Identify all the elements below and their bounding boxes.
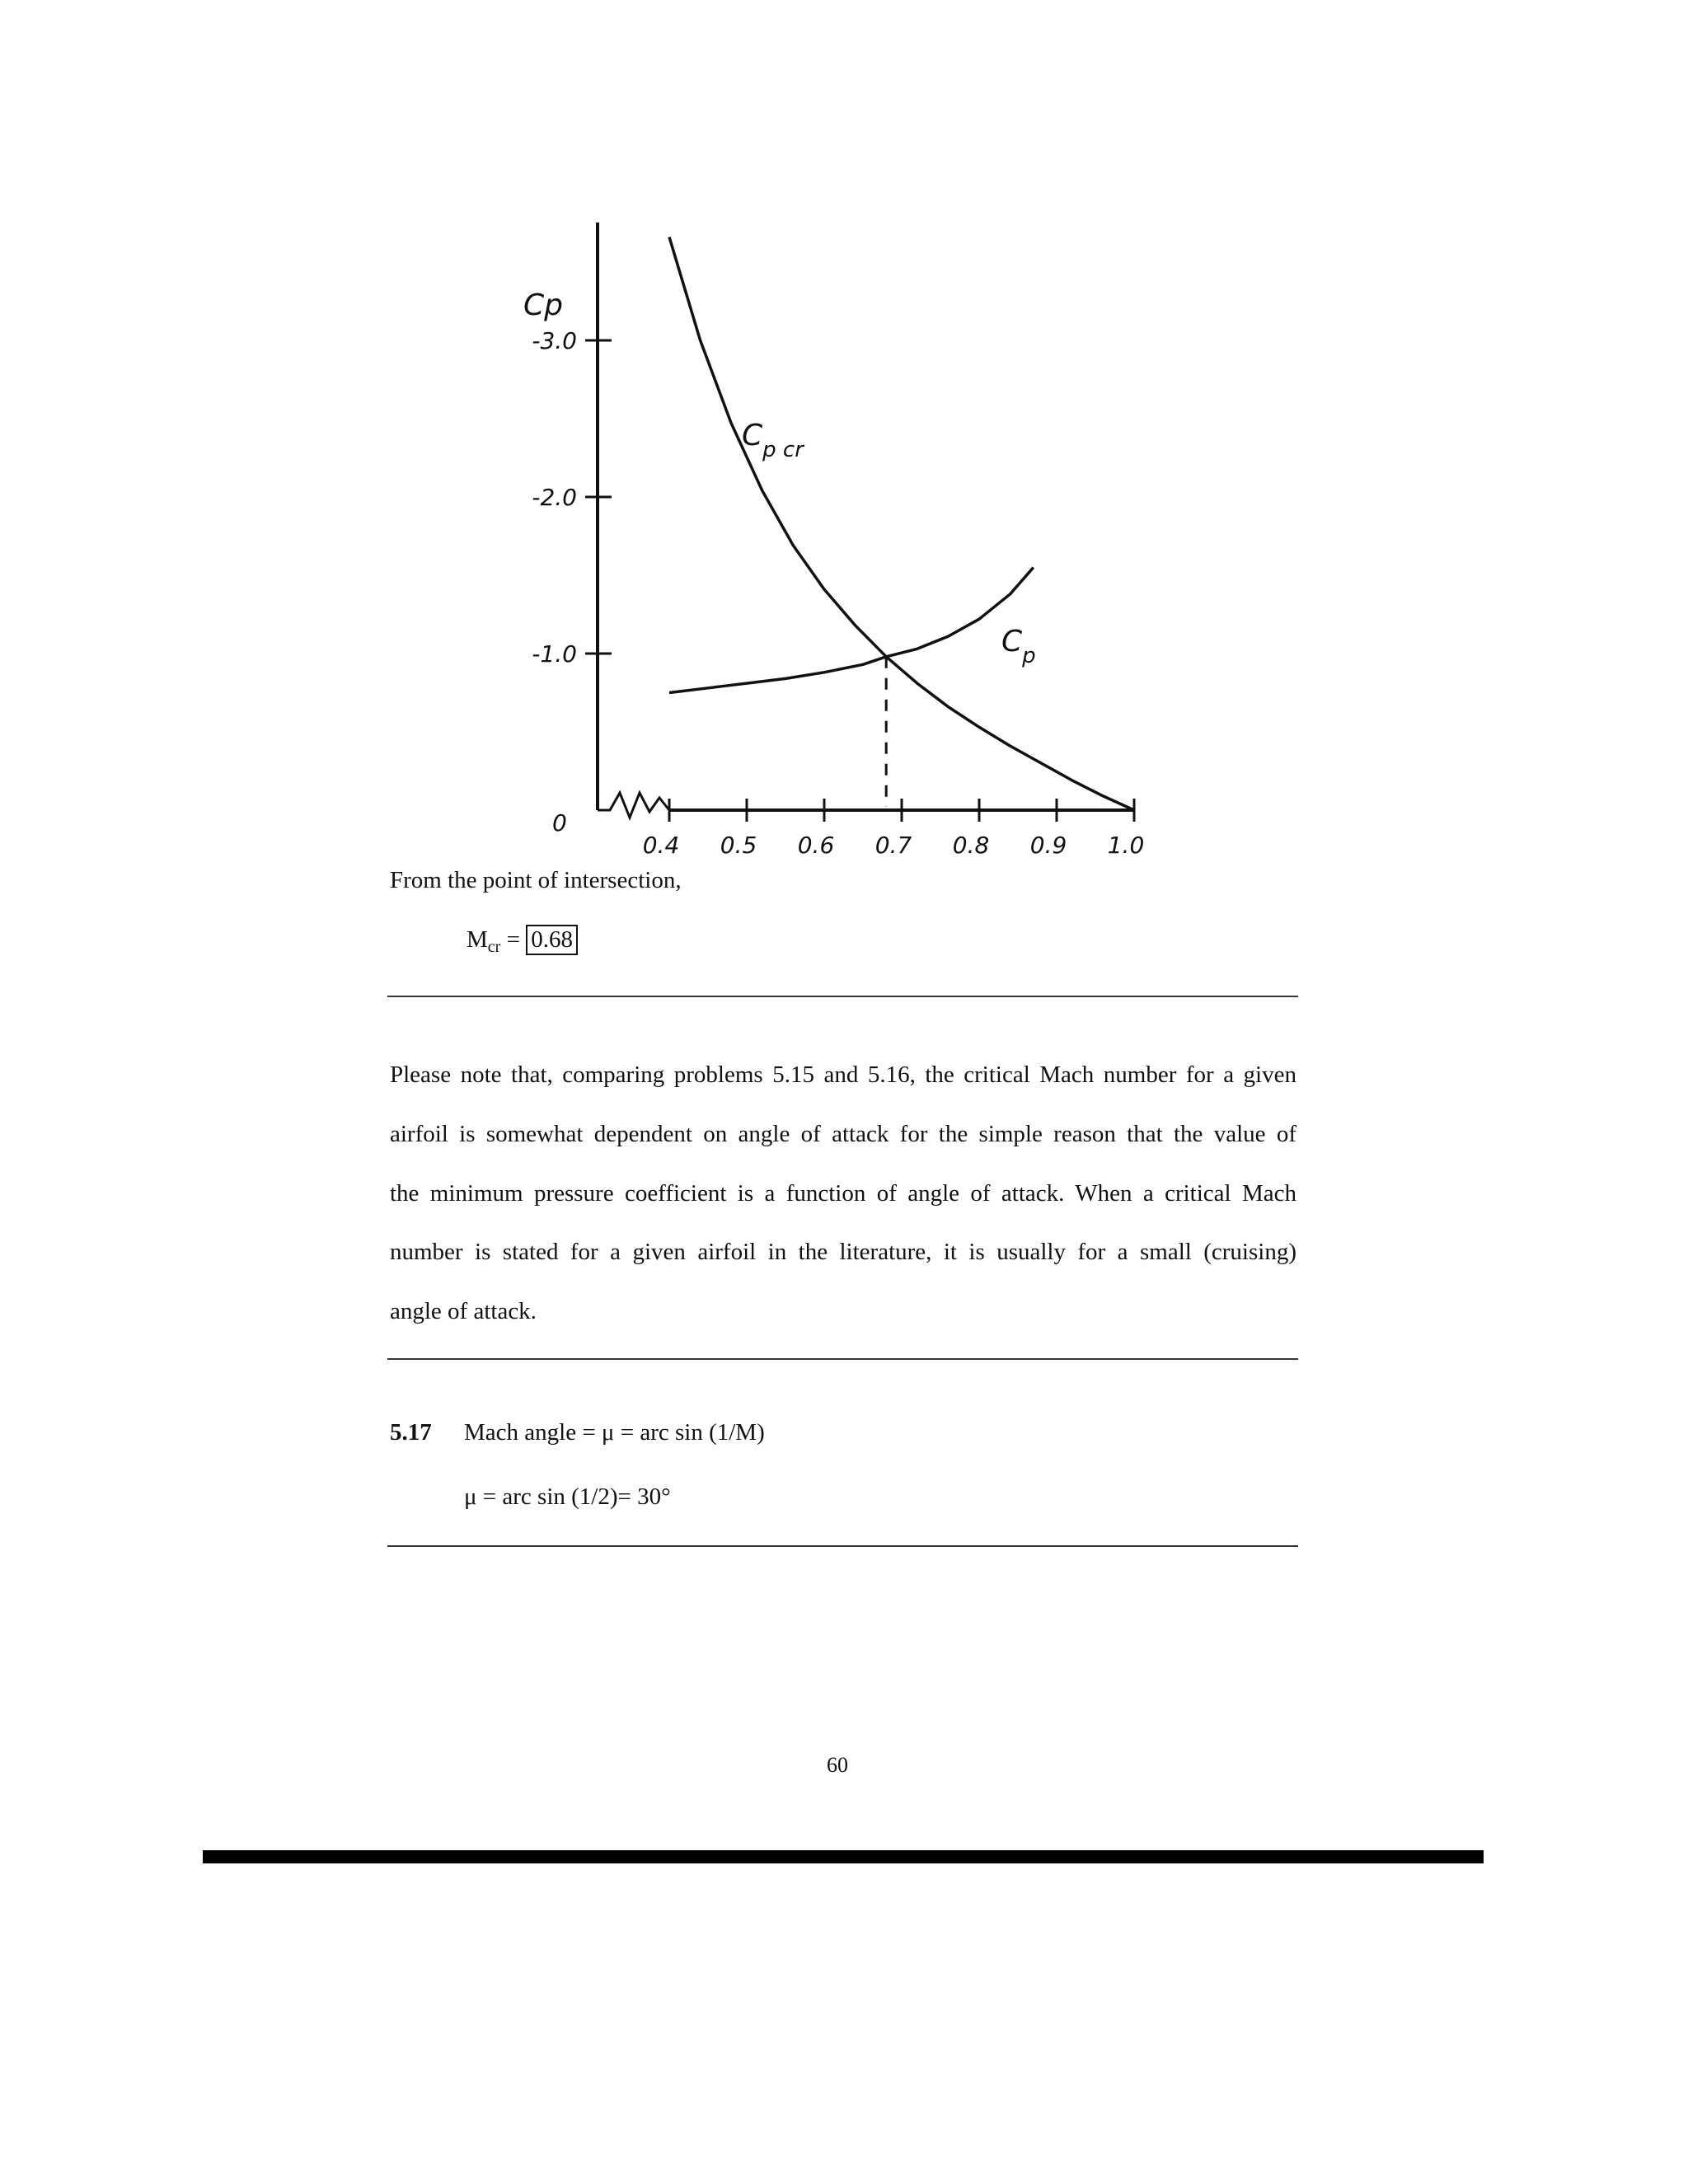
y-axis-label-main: Cp	[523, 288, 563, 322]
mcr-equals: =	[506, 926, 520, 953]
mcr-symbol: M	[467, 926, 488, 953]
x-tick-label: 1.0	[1107, 832, 1145, 859]
mcr-result	[467, 925, 578, 955]
intersection-sentence: From the point of intersection,	[390, 867, 682, 893]
x-tick-label: 0.9	[1029, 832, 1067, 859]
x-tick-label: 0.6	[797, 832, 835, 859]
section-rule-3	[387, 1545, 1298, 1547]
series-line-cp	[669, 568, 1034, 693]
x-tick-label: 0.5	[720, 832, 757, 859]
y-tick-label: -3.0	[532, 327, 577, 354]
note-line-4: number is stated for a given airfoil in the literature, it is usually for a small (cruising)	[390, 1239, 1296, 1265]
series-line-cp-cr	[669, 237, 1134, 810]
x-tick-label: 0.4	[642, 832, 680, 859]
note-line-5: angle of attack.	[390, 1298, 537, 1324]
origin-label: 0	[552, 809, 567, 837]
axis-break-zigzag	[598, 793, 669, 818]
x-ticks	[643, 799, 1145, 859]
chart-curves	[669, 237, 1134, 810]
section-rule-1	[387, 996, 1298, 997]
note-line-2: airfoil is somewhat dependent on angle of attack for the simple reason that the value of	[390, 1121, 1296, 1147]
y-tick-label: -2.0	[532, 484, 577, 511]
x-tick-label: 0.8	[952, 832, 990, 859]
mcr-subscript: cr	[487, 938, 501, 956]
x-tick-label: 0.7	[874, 832, 912, 859]
section-rule-2	[387, 1358, 1298, 1360]
mcr-value-box: 0.68	[526, 925, 578, 955]
note-line-3: the minimum pressure coefficient is a function of angle of attack. When a critical Mach	[390, 1180, 1296, 1207]
series-label-cp-cr: $C_{p cr}$	[742, 419, 804, 462]
series-label-cp: $C_p$	[1001, 625, 1036, 668]
footer-bar	[203, 1850, 1484, 1863]
chart-axes	[598, 223, 1133, 818]
problem-line-2: μ = arc sin (1/2)= 30°	[464, 1483, 671, 1510]
chart	[462, 223, 1286, 882]
problem-number: 5.17	[390, 1419, 432, 1446]
y-tick-label: -1.0	[532, 640, 577, 668]
y-ticks	[532, 327, 612, 668]
page-number: 60	[827, 1753, 848, 1777]
note-line-1: Please note that, comparing problems 5.15 and 5.16, the critical Mach number for a given	[390, 1062, 1296, 1088]
problem-line-1: Mach angle = μ = arc sin (1/M)	[464, 1419, 765, 1446]
